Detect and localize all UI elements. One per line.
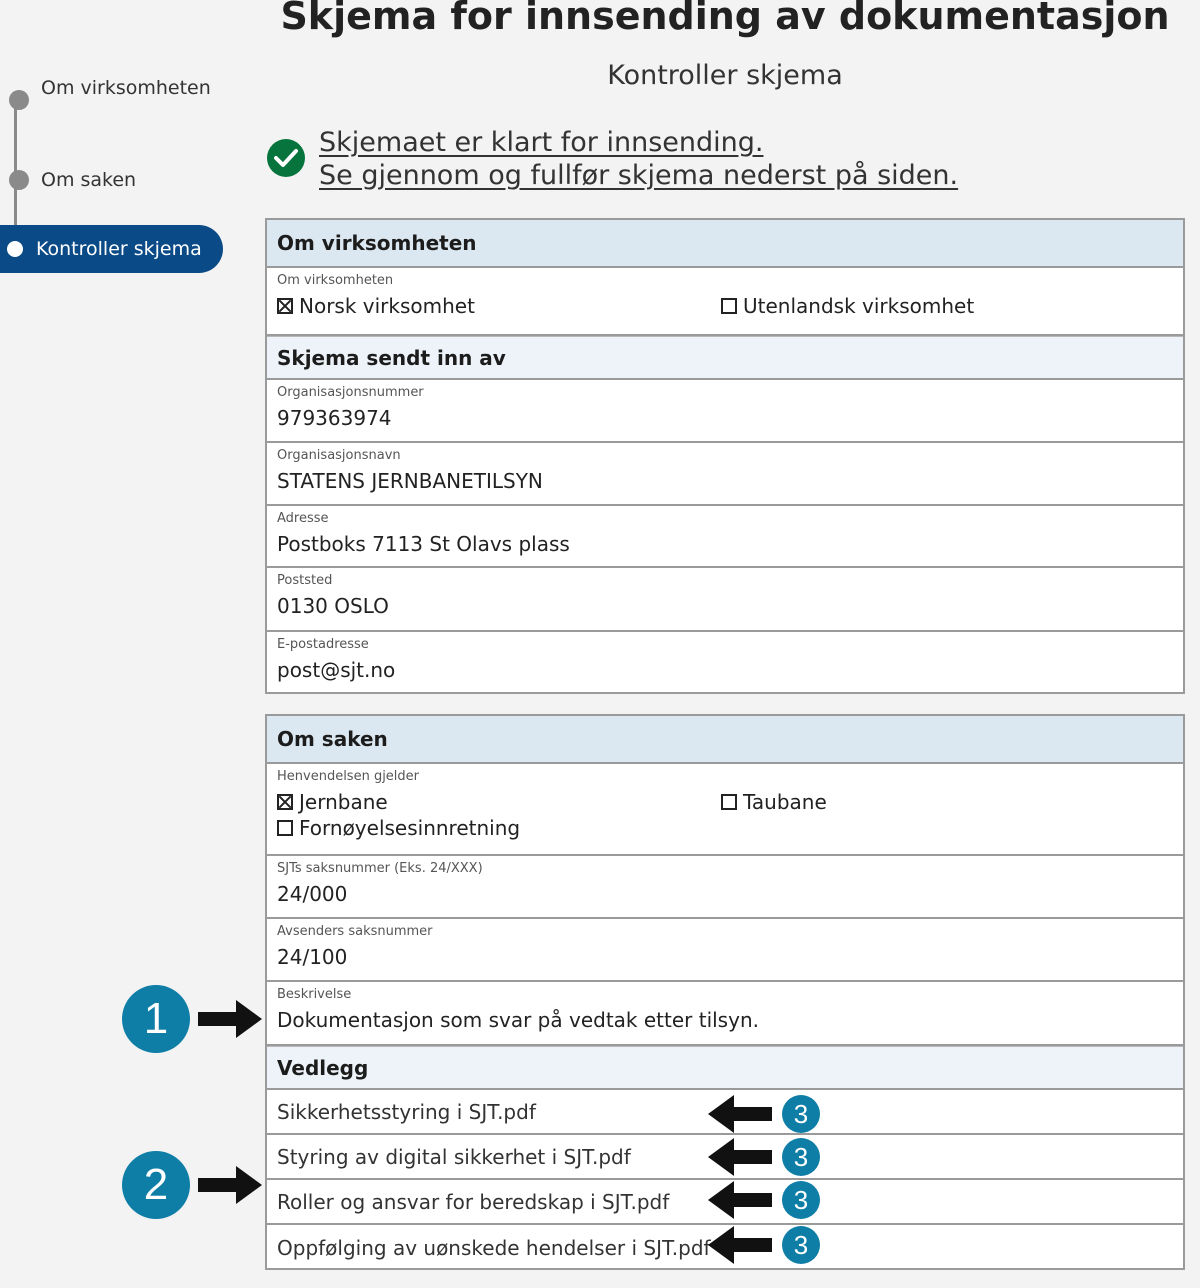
field-poststed: [267, 568, 1183, 632]
field-label: SJTs saksnummer (Eks. 24/XXX): [277, 861, 483, 876]
field-label: Adresse: [277, 511, 329, 526]
field-label: E-postadresse: [277, 637, 369, 652]
field-epost: [267, 632, 1183, 692]
checkbox-jernbane: [277, 790, 721, 814]
arrow-left-icon: [708, 1095, 772, 1133]
attachment-item[interactable]: Styring av digital sikkerhet i SJT.pdf: [267, 1135, 1183, 1180]
annotation-badge-2: 2: [122, 1151, 190, 1219]
field-avsender-saksnr: [267, 919, 1183, 982]
checkbox-checked-icon: [277, 794, 293, 810]
field-label: Avsenders saksnummer: [277, 924, 433, 939]
step-kontroller-skjema[interactable]: [0, 225, 223, 273]
field-value: STATENS JERNBANETILSYN: [277, 469, 543, 493]
ready-status: [267, 126, 958, 192]
field-value: Dokumentasjon som svar på vedtak etter tilsyn.: [277, 1008, 759, 1032]
annotation-badge-3: 3: [782, 1181, 820, 1219]
attachment-item[interactable]: Roller og ansvar for beredskap i SJT.pdf: [267, 1180, 1183, 1225]
checkbox-label: Norsk virksomhet: [299, 294, 475, 318]
checkbox-utenlandsk: [721, 294, 974, 318]
field-value: Postboks 7113 St Olavs plass: [277, 532, 570, 556]
field-value: 979363974: [277, 406, 392, 430]
section-heading: Om saken: [267, 716, 1183, 764]
field-sjt-saksnr: [267, 856, 1183, 919]
checkbox-checked-icon: [277, 298, 293, 314]
step-om-saken[interactable]: [41, 168, 221, 192]
field-label: Henvendelsen gjelder: [277, 769, 420, 784]
page-title: Skjema for innsending av dokumentasjon: [280, 0, 1170, 38]
checkbox-empty-icon: [721, 298, 737, 314]
arrow-right-icon: [198, 1166, 262, 1204]
checkbox-label: Jernbane: [299, 790, 388, 814]
field-orgnr: [267, 380, 1183, 443]
checkbox-label: Utenlandsk virksomhet: [743, 294, 975, 318]
arrow-left-icon: [708, 1181, 772, 1219]
annotation-badge-3: 3: [782, 1095, 820, 1133]
step-om-virksomheten[interactable]: [41, 76, 221, 100]
progress-stepper: [0, 0, 240, 300]
field-virksomhet-type: [267, 268, 1183, 336]
page-subtitle: Kontroller skjema: [607, 60, 843, 91]
section-subheading: Vedlegg: [267, 1046, 1183, 1090]
field-value: post@sjt.no: [277, 658, 396, 682]
annotation-badge-3: 3: [782, 1226, 820, 1264]
annotation-badge-1: 1: [122, 985, 190, 1053]
arrow-left-icon: [708, 1138, 772, 1176]
section-heading: Om virksomheten: [267, 220, 1183, 268]
attachment-item[interactable]: Sikkerhetsstyring i SJT.pdf: [267, 1090, 1183, 1135]
check-circle-icon: [267, 139, 305, 177]
checkbox-fornoyelse: [277, 816, 520, 840]
field-label: Poststed: [277, 573, 333, 588]
checkbox-norsk: [277, 294, 721, 318]
field-label: Organisasjonsnummer: [277, 385, 424, 400]
field-value: 0130 OSLO: [277, 594, 389, 618]
field-label: Om virksomheten: [277, 273, 394, 288]
status-link-review[interactable]: Se gjennom og fullfør skjema nederst på siden.: [319, 160, 959, 191]
field-adresse: [267, 506, 1183, 568]
checkbox-taubane: [721, 790, 827, 814]
attachment-item[interactable]: Oppfølging av uønskede hendelser i SJT.pdf: [277, 1235, 711, 1260]
checkbox-empty-icon: [721, 794, 737, 810]
step-label: Om virksomheten: [41, 77, 211, 99]
checkbox-empty-icon: [277, 820, 293, 836]
field-beskrivelse: [267, 982, 1183, 1046]
status-link-ready[interactable]: Skjemaet er klart for innsending.: [319, 127, 764, 158]
field-label: Beskrivelse: [277, 987, 352, 1002]
field-henvendelse: [267, 764, 1183, 856]
step-dot-icon: [9, 170, 29, 190]
step-dot-icon: [7, 241, 23, 257]
field-label: Organisasjonsnavn: [277, 448, 401, 463]
stepper-line: [14, 98, 17, 238]
section-subheading: Skjema sendt inn av: [267, 336, 1183, 380]
annotation-badge-3: 3: [782, 1138, 820, 1176]
step-label: Om saken: [41, 169, 137, 191]
field-value: 24/100: [277, 945, 348, 969]
field-orgnavn: [267, 443, 1183, 506]
arrow-right-icon: [198, 1000, 262, 1038]
arrow-left-icon: [708, 1226, 772, 1264]
field-value: 24/000: [277, 882, 348, 906]
step-label: Kontroller skjema: [36, 238, 202, 260]
checkbox-label: Taubane: [743, 790, 827, 814]
virksomhet-panel: [265, 218, 1185, 694]
checkbox-label: Fornøyelsesinnretning: [299, 816, 521, 840]
step-dot-icon: [9, 90, 29, 110]
